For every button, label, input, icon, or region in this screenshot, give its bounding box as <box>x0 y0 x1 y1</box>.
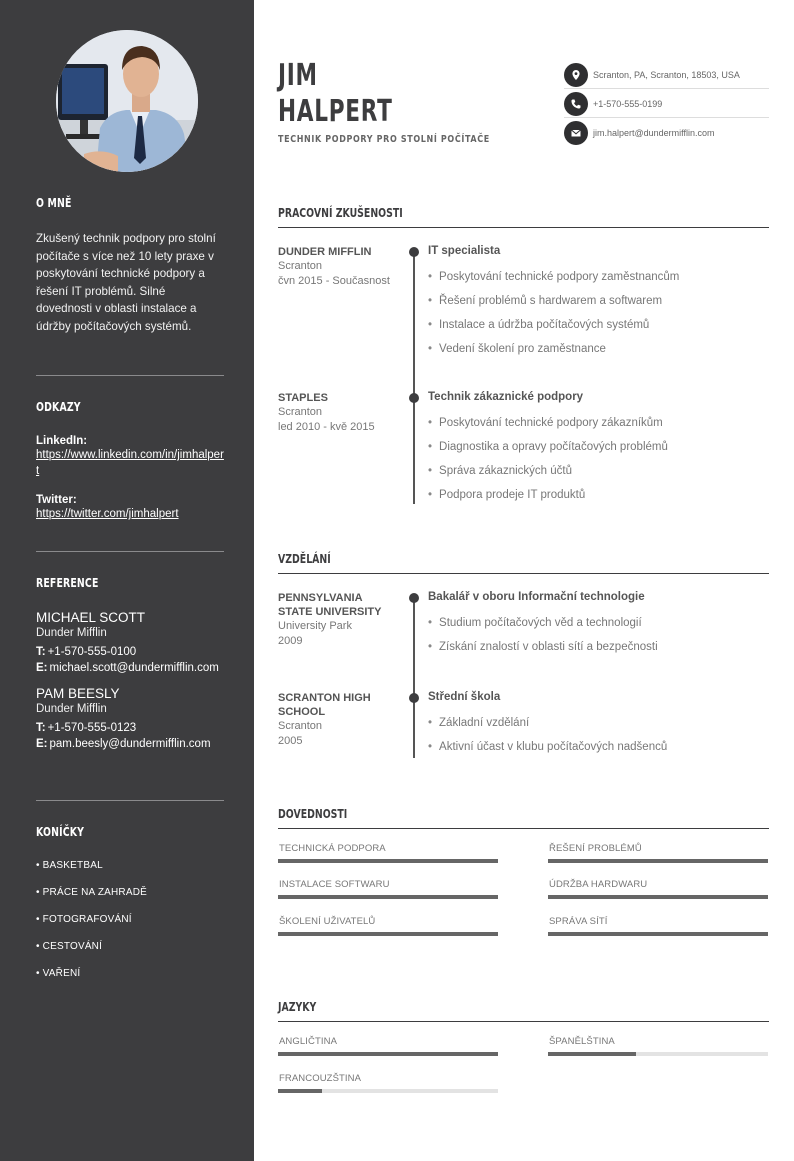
degree: Střední škola <box>428 691 501 703</box>
dates: čvn 2015 - Současnost <box>278 275 390 287</box>
duty-item: • Podpora prodeje IT produktů <box>428 489 585 501</box>
skill-level-fill <box>548 895 768 899</box>
location: University Park <box>278 620 352 632</box>
skill-label: ÚDRŽBA HARDWARU <box>549 879 648 890</box>
about-section <box>36 196 224 335</box>
employer: STAPLES <box>278 392 328 404</box>
duty-item: • Vedení školení pro zaměstnance <box>428 343 606 355</box>
skill-bar <box>548 932 768 936</box>
sidebar-divider <box>36 800 224 801</box>
language-label: ANGLIČTINA <box>279 1036 338 1047</box>
duty-item: • Poskytování technické podpory zaměstnancům <box>428 271 679 283</box>
study-item: • Aktivní účast v klubu počítačových nadšenců <box>428 741 667 753</box>
experience-entry <box>278 245 398 289</box>
section-rule <box>278 573 769 574</box>
languages-heading: JAZYKY <box>278 1000 317 1014</box>
language-bar <box>278 1089 498 1093</box>
references-heading: REFERENCE <box>36 576 99 590</box>
twitter-label: Twitter: <box>36 494 77 506</box>
skill-level-fill <box>548 932 768 936</box>
contact-phone <box>564 89 769 118</box>
language-level-fill <box>548 1052 636 1056</box>
language-item <box>278 1036 498 1056</box>
hobby-item: • FOTOGRAFOVÁNÍ <box>36 914 132 925</box>
timeline-dot <box>409 693 419 703</box>
linkedin-label: LinkedIn: <box>36 435 88 447</box>
skill-level-fill <box>278 895 498 899</box>
study-item: • Základní vzdělání <box>428 717 529 729</box>
degree: Bakalář v oboru Informační technologie <box>428 591 645 603</box>
hobby-item: • PRÁCE NA ZAHRADĚ <box>36 887 148 898</box>
employer: DUNDER MIFFLIN <box>278 246 372 258</box>
timeline-dot <box>409 393 419 403</box>
location: Scranton <box>278 406 323 418</box>
skill-label: SPRÁVA SÍTÍ <box>549 916 608 927</box>
dates: 2009 <box>278 635 303 647</box>
education-entry <box>278 591 388 649</box>
hobby-item: • CESTOVÁNÍ <box>36 941 103 952</box>
reference-company: Dunder Mifflin <box>36 703 107 715</box>
language-label: FRANCOUZŠTINA <box>279 1073 362 1084</box>
twitter-link[interactable]: https://twitter.com/jimhalpert <box>36 508 179 520</box>
section-rule <box>278 828 769 829</box>
contact-address <box>564 60 769 89</box>
language-item <box>548 1036 768 1056</box>
skill-label: ŠKOLENÍ UŽIVATELŮ <box>279 916 376 927</box>
education-heading: VZDĚLÁNÍ <box>278 552 331 566</box>
duty-item: • Instalace a údržba počítačových systémů <box>428 319 649 331</box>
phone-icon <box>564 92 588 116</box>
school: PENNSYLVANIA STATE UNIVERSITY <box>278 592 382 618</box>
study-item: • Získání znalostí v oblasti sítí a bezpečnosti <box>428 641 658 653</box>
duty-item: • Řešení problémů s hardwarem a softwarem <box>428 295 662 307</box>
education-entry <box>278 691 388 749</box>
skills-heading: DOVEDNOSTI <box>278 807 348 821</box>
skill-item <box>278 879 498 899</box>
skill-label: INSTALACE SOFTWARU <box>279 879 390 890</box>
about-text: Zkušený technik podpory pro stolní počítače s více než 10 lety praxe v poskytování technické podpory a řešení IT problémů. Silné dovednosti v oblasti instalace a údržby počítačových systémů. <box>36 232 216 333</box>
hobbies-section <box>36 825 224 985</box>
about-heading: O MNĚ <box>36 196 72 210</box>
link-item <box>36 435 224 479</box>
email-text[interactable]: jim.halpert@dundermifflin.com <box>593 127 715 138</box>
skill-bar <box>548 859 768 863</box>
school: SCRANTON HIGH SCHOOL <box>278 692 371 718</box>
job-role: Technik zákaznické podpory <box>428 391 584 403</box>
skill-label: TECHNICKÁ PODPORA <box>279 843 386 854</box>
sidebar-divider <box>36 375 224 376</box>
sidebar <box>0 0 254 1161</box>
contact-email <box>564 118 769 147</box>
first-name: JIM <box>278 58 318 93</box>
language-level-fill <box>278 1089 322 1093</box>
reference-company: Dunder Mifflin <box>36 627 107 639</box>
hobbies-heading: KONÍČKY <box>36 825 85 839</box>
phone-text: +1-570-555-0199 <box>593 98 663 109</box>
duty-item: • Správa zákaznických účtů <box>428 465 572 477</box>
location: Scranton <box>278 260 323 272</box>
hobby-item: • VAŘENÍ <box>36 968 81 979</box>
job-title: TECHNIK PODPORY PRO STOLNÍ POČÍTAČE <box>278 134 490 145</box>
location: Scranton <box>278 720 323 732</box>
reference-item <box>36 686 224 752</box>
skill-bar <box>278 932 498 936</box>
profile-photo <box>56 30 198 172</box>
skill-bar <box>548 895 768 899</box>
skill-bar <box>278 859 498 863</box>
skill-item <box>278 916 498 936</box>
reference-email: E: michael.scott@dundermifflin.com <box>36 662 219 674</box>
experience-timeline <box>413 252 415 504</box>
language-bar <box>548 1052 768 1056</box>
reference-name: MICHAEL SCOTT <box>36 610 146 625</box>
last-name: HALPERT <box>278 94 393 129</box>
timeline-dot <box>409 593 419 603</box>
reference-email: E: pam.beesly@dundermifflin.com <box>36 738 211 750</box>
envelope-icon <box>564 121 588 145</box>
skill-item <box>548 879 768 899</box>
skill-item <box>548 843 768 863</box>
skill-label: ŘEŠENÍ PROBLÉMŮ <box>549 843 642 854</box>
links-heading: ODKAZY <box>36 400 81 414</box>
experience-heading: PRACOVNÍ ZKUŠENOSTI <box>278 206 403 220</box>
skill-level-fill <box>278 859 498 863</box>
link-item <box>36 494 224 522</box>
sidebar-divider <box>36 551 224 552</box>
study-item: • Studium počítačových věd a technologií <box>428 617 642 629</box>
reference-phone: T: +1-570-555-0100 <box>36 646 137 658</box>
language-level-fill <box>278 1052 498 1056</box>
skill-item <box>278 843 498 863</box>
reference-name: PAM BEESLY <box>36 686 120 701</box>
location-pin-icon <box>564 63 588 87</box>
address-text: Scranton, PA, Scranton, 18503, USA <box>593 69 740 80</box>
skill-level-fill <box>278 932 498 936</box>
skill-item <box>548 916 768 936</box>
dates: led 2010 - kvě 2015 <box>278 421 375 433</box>
dates: 2005 <box>278 735 303 747</box>
links-section <box>36 400 224 522</box>
person-at-computer-image <box>56 30 198 172</box>
language-item <box>278 1073 498 1093</box>
language-label: ŠPANĚLŠTINA <box>549 1036 615 1047</box>
section-rule <box>278 1021 769 1022</box>
reference-phone: T: +1-570-555-0123 <box>36 722 137 734</box>
language-bar <box>278 1052 498 1056</box>
hobby-item: • BASKETBAL <box>36 860 103 871</box>
job-role: IT specialista <box>428 245 501 257</box>
duty-item: • Poskytování technické podpory zákazníkům <box>428 417 663 429</box>
references-section <box>36 576 224 752</box>
skill-level-fill <box>548 859 768 863</box>
timeline-dot <box>409 247 419 257</box>
reference-item <box>36 610 224 676</box>
section-rule <box>278 227 769 228</box>
duty-item: • Diagnostika a opravy počítačových problémů <box>428 441 668 453</box>
experience-entry <box>278 391 398 435</box>
skill-bar <box>278 895 498 899</box>
education-timeline <box>413 598 415 758</box>
linkedin-link[interactable]: https://www.linkedin.com/in/jimhalpert <box>36 449 224 477</box>
